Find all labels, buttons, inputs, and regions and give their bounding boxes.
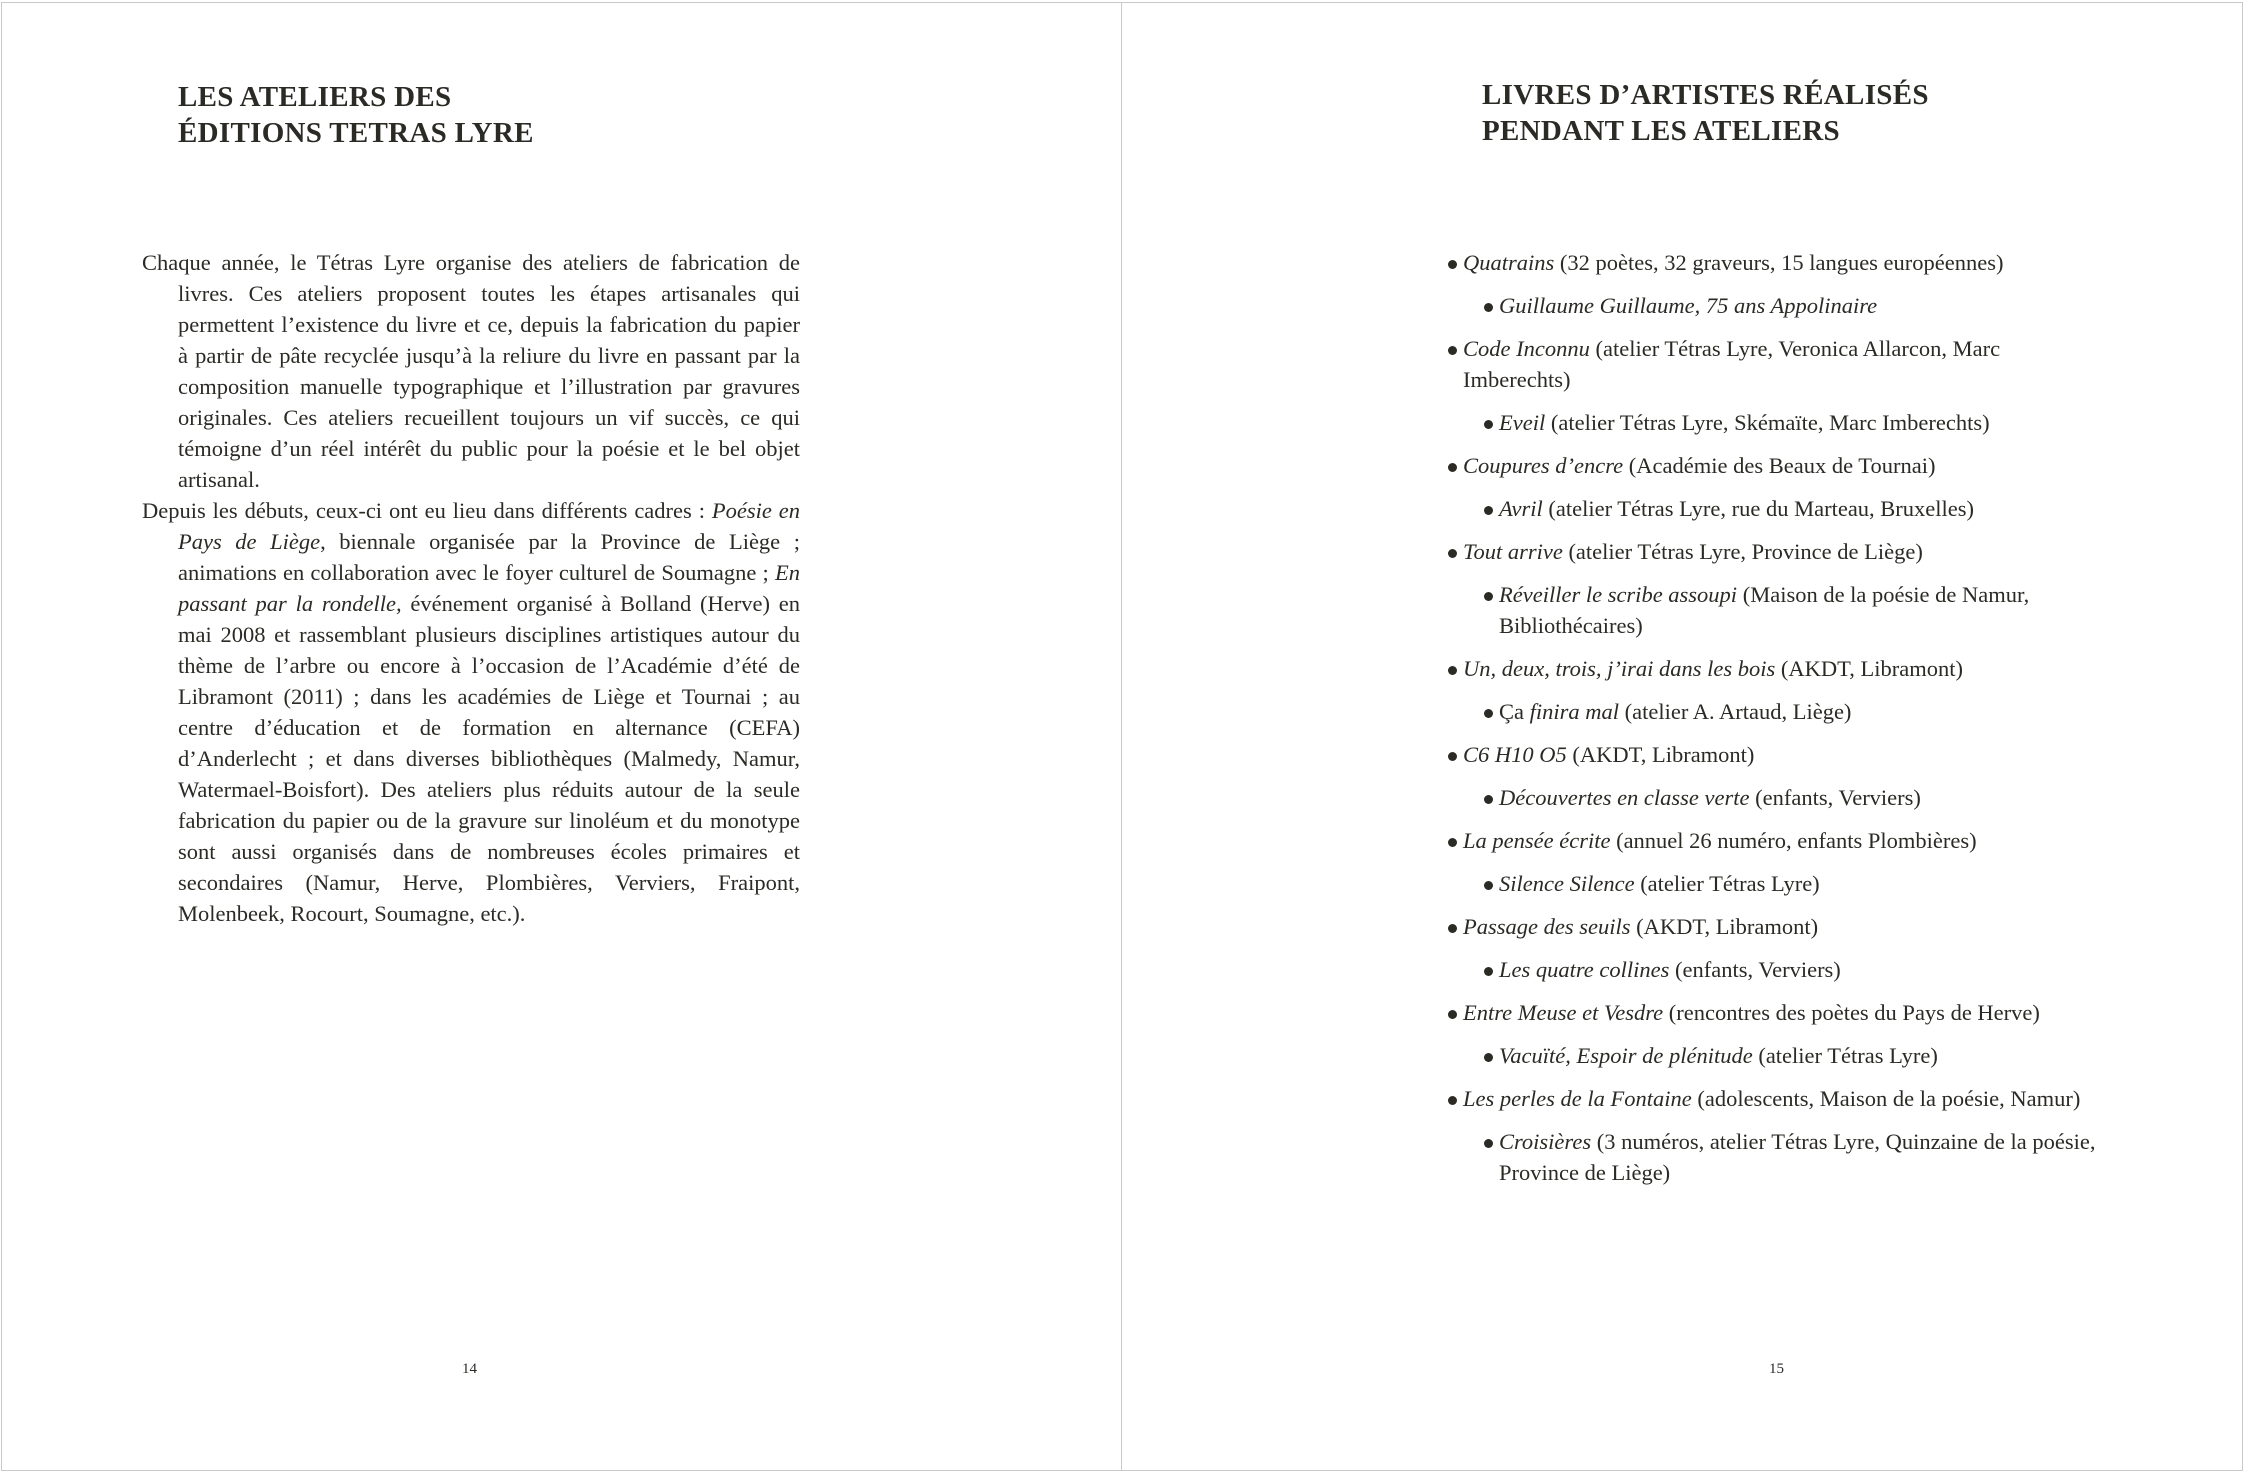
book-detail: (AKDT, Libramont)	[1566, 742, 1755, 767]
list-item	[1447, 696, 2119, 727]
book-title: Avril	[1499, 496, 1543, 521]
paragraph-2-part-a: Depuis les débuts, ceux-ci ont eu lieu dans différents cadres :	[142, 498, 712, 523]
page-number-left: 14	[462, 1361, 477, 1377]
list-item	[1447, 653, 2187, 684]
list-item	[1447, 825, 2187, 856]
list-item	[1447, 868, 2119, 899]
list-item	[1447, 739, 2187, 770]
list-item	[1447, 333, 2023, 395]
book-title: Réveiller le scribe assoupi	[1499, 582, 1738, 607]
book-title: La pensée écrite	[1463, 828, 1611, 853]
bullet-icon	[1484, 967, 1493, 976]
book-detail: (atelier Tétras Lyre)	[1752, 1043, 1938, 1068]
book-title: Entre Meuse et Vesdre	[1463, 1000, 1664, 1025]
right-page-title	[1482, 77, 1929, 149]
book-title-prefix: Ça	[1499, 699, 1530, 724]
book-spread	[1, 2, 2243, 1471]
bullet-icon	[1484, 303, 1493, 312]
bullet-icon	[1448, 924, 1457, 933]
book-title: Vacuïté, Espoir de plénitude	[1499, 1043, 1753, 1068]
bullet-icon	[1448, 346, 1457, 355]
list-item	[1447, 450, 2187, 481]
book-title: Croisières	[1499, 1129, 1592, 1154]
bullet-icon	[1484, 506, 1493, 515]
bullet-icon	[1448, 260, 1457, 269]
list-item	[1447, 1126, 2099, 1188]
book-title: Coupures d’encre	[1463, 453, 1624, 478]
paragraph-2-italic-1: Poésie en Pays de Liège	[178, 498, 801, 554]
paragraph-2-italic-2: En passant par la rondelle,	[178, 560, 800, 616]
book-detail: (annuel 26 numéro, enfants Plombières)	[1610, 828, 1977, 853]
book-detail: (atelier Tétras Lyre, Skémaïte, Marc Imberechts)	[1545, 410, 1990, 435]
paragraph-2	[142, 495, 800, 929]
book-title: C6 H10 O5	[1463, 742, 1567, 767]
list-item	[1447, 997, 2187, 1028]
book-title: Les perles de la Fontaine	[1463, 1086, 1692, 1111]
right-title-line-2: PENDANT LES ATELIERS	[1482, 115, 1840, 147]
list-item	[1447, 247, 2187, 278]
book-title: Passage des seuils	[1463, 914, 1631, 939]
book-title: Les quatre collines	[1499, 957, 1670, 982]
list-item	[1447, 782, 2119, 813]
bullet-icon	[1484, 592, 1493, 601]
book-detail: (atelier Tétras Lyre)	[1634, 871, 1820, 896]
paragraph-2-part-c: , biennale organisée par la Province de Liège ; animations en collaboration avec le foyer culturel de Soumagne ;	[178, 529, 800, 585]
book-detail: (adolescents, Maison de la poésie, Namur)	[1691, 1086, 2081, 1111]
right-page	[1122, 3, 2242, 1470]
list-item	[1447, 1083, 2187, 1114]
book-title: Tout arrive	[1463, 539, 1563, 564]
book-detail: (enfants, Verviers)	[1669, 957, 1841, 982]
book-title: finira mal	[1529, 699, 1620, 724]
bullet-icon	[1448, 752, 1457, 761]
book-detail: (rencontres des poètes du Pays de Herve)	[1663, 1000, 2040, 1025]
paragraph-1: Chaque année, le Tétras Lyre organise des ateliers de fabrication de livres. Ces ateliers proposent toutes les étapes artisanales qui permettent l’existence du livre et ce, depuis la fabrication du papier à partir de pâte recyclée jusqu’à la reliure du livre en passant par la composition manuelle typographique et l’illustration par gravures originales. Ces ateliers recueillent toujours un vif succès, ce qui témoigne d’un réel intérêt du public pour la poésie et le bel objet artisanal.	[142, 250, 800, 492]
list-item	[1447, 493, 2119, 524]
book-detail: (32 poètes, 32 graveurs, 15 langues européennes)	[1554, 250, 2004, 275]
bullet-icon	[1484, 795, 1493, 804]
book-title: Eveil	[1499, 410, 1546, 435]
list-item	[1447, 1040, 2119, 1071]
book-detail: (enfants, Verviers)	[1749, 785, 1921, 810]
book-detail: (AKDT, Libramont)	[1630, 914, 1819, 939]
left-body-text	[142, 247, 800, 929]
bullet-icon	[1484, 1139, 1493, 1148]
book-detail: (Maison de la poésie de Namur, Bibliothécaires)	[1499, 582, 2030, 638]
bullet-icon	[1484, 881, 1493, 890]
book-detail: (atelier Tétras Lyre, Province de Liège)	[1562, 539, 1923, 564]
book-detail: (atelier Tétras Lyre, rue du Marteau, Bruxelles)	[1542, 496, 1975, 521]
list-item	[1447, 290, 2119, 321]
left-page	[2, 3, 1122, 1470]
page-number-right: 15	[1769, 1361, 1784, 1377]
book-title: Quatrains	[1463, 250, 1555, 275]
bullet-icon	[1448, 1096, 1457, 1105]
bullet-icon	[1484, 709, 1493, 718]
book-detail: (Académie des Beaux de Tournai)	[1623, 453, 1936, 478]
bullet-icon	[1448, 463, 1457, 472]
book-title: Silence Silence	[1499, 871, 1635, 896]
paragraph-2-part-e: événement organisé à Bolland (Herve) en mai 2008 et rassemblant plusieurs disciplines artistiques autour du thème de l’arbre ou encore à l’occasion de l’Académie d’été de Libramont (2011) ; dans les académies de Liège et Tournai ; au centre d’éducation et de formation en alternance (CEFA) d’Anderlecht ; et dans diverses bibliothèques (Malmedy, Namur, Watermael-Boisfort). Des ateliers plus réduits autour de la seule fabrication du papier ou de la gravure sur linoléum et du monotype sont aussi organisés dans de nombreuses écoles primaires et secondaires (Namur, Herve, Plombières, Verviers, Fraipont, Molenbeek, Rocourt, Soumagne, etc.).	[178, 591, 801, 926]
bullet-icon	[1484, 1053, 1493, 1062]
list-item	[1447, 407, 2119, 438]
left-title-line-1: LES ATELIERS DES	[178, 81, 452, 113]
book-detail: (atelier A. Artaud, Liège)	[1619, 699, 1852, 724]
bullet-icon	[1484, 420, 1493, 429]
book-title: Un, deux, trois, j’irai dans les bois	[1463, 656, 1776, 681]
book-title: Code Inconnu	[1463, 336, 1590, 361]
bullet-icon	[1448, 1010, 1457, 1019]
book-title: Guillaume Guillaume, 75 ans Appolinaire	[1499, 293, 1878, 318]
artist-books-list	[1447, 247, 2187, 1200]
book-detail: (atelier Tétras Lyre, Veronica Allarcon, Marc Imberechts)	[1463, 336, 2001, 392]
bullet-icon	[1448, 549, 1457, 558]
book-title: Découvertes en classe verte	[1499, 785, 1750, 810]
right-title-line-1: LIVRES D’ARTISTES RÉALISÉS	[1482, 79, 1929, 111]
bullet-icon	[1448, 838, 1457, 847]
list-item	[1447, 954, 2119, 985]
bullet-icon	[1448, 666, 1457, 675]
book-detail: (AKDT, Libramont)	[1775, 656, 1963, 681]
left-page-title	[178, 79, 534, 151]
left-title-line-2: ÉDITIONS TETRAS LYRE	[178, 117, 534, 149]
book-detail: (3 numéros, atelier Tétras Lyre, Quinzaine de la poésie, Province de Liège)	[1499, 1129, 2096, 1185]
list-item	[1447, 579, 2079, 641]
list-item	[1447, 911, 2187, 942]
list-item	[1447, 536, 2187, 567]
